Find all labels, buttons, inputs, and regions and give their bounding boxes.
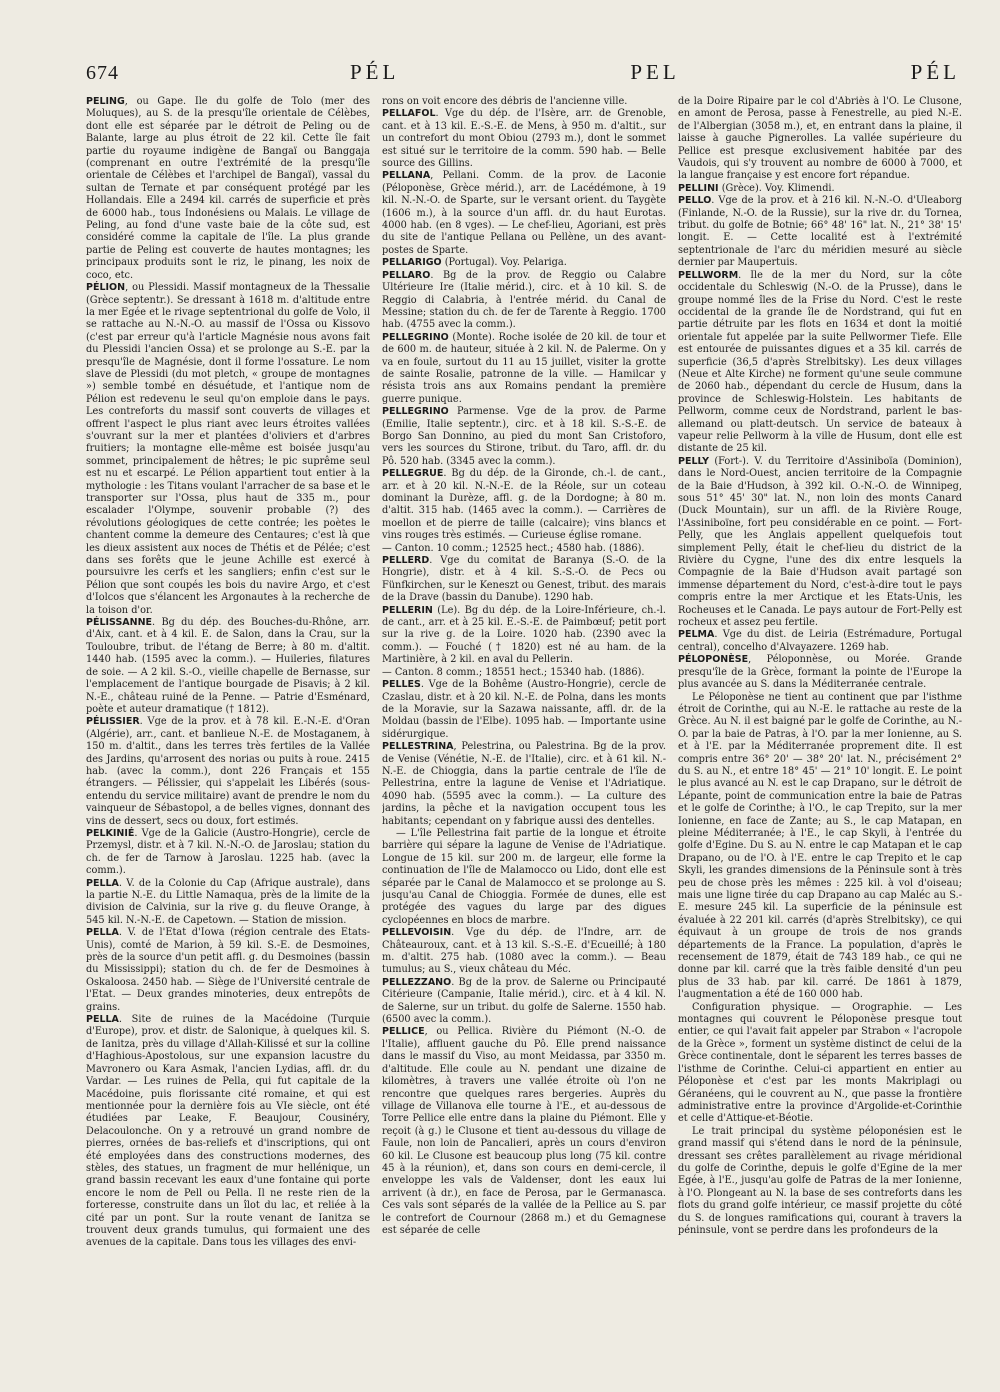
entry-text: . Vge du dép. de l'Isère, arr. de Grenoble, cant. et à 13 kil. E.-S.-E. de Mens, à 950 m. d'altit., sur un contrefort du mont Obiou (2793 m.), dont le sommet est situé sur le territoire de la comm. 590 hab. — Belle source des Gillins.: [382, 108, 666, 170]
column-3: [678, 96, 962, 1386]
entry-text: Parmense. Vge de la prov. de Parme (Emilie, Italie septentr.), circ. et à 18 kil. S.-S.-E. de Borgo San Donnino, au pied du mont San Cristoforo, vers les sources du Stirone, tribut. du Taro, affl. dr. du Pô. 520 hab. (3345 avec la comm.).: [382, 406, 666, 467]
entry-headword: PELLARO: [382, 269, 431, 281]
entry-text: . Bg de la prov. de Reggio ou Calabre Ultérieure Ire (Italie mérid.), circ. et à 10 kil. S. de Reggio di Calabria, à l'entrée mérid. du Canal de Messine; station du ch. de fer de Tarente à Reggio. 1700 hab. (4755 avec la comm.).: [382, 269, 666, 331]
header-word-right: PÉL: [910, 60, 960, 84]
entry-headword: PELLERIN: [382, 604, 433, 616]
dictionary-entry: [382, 170, 666, 257]
entry-text: (Grèce). Voy. Klimendi.: [718, 182, 835, 194]
entry-headword: PELING: [86, 96, 125, 107]
entry-headword: PELLINI: [678, 182, 719, 194]
entry-text: Configuration physique. — Orographie. — Les montagnes qui couvrent le Péloponèse presque tout entier, ce qui l'avait fait appeler par Strabon « l'acropole de la Grèce », forment un système distinct de celui de la Grèce continentale, dont le séparent les terres basses de l'isthme de Corinthe. Celui-ci appartient en entier au Péloponèse et c'est par les monts Makriplagi ou Géranéens, qui le couvrent au N., que passe la frontière administrative entre la province d'Argolide-et-Corinthie et celle d'Attique-et-Béotie.: [678, 1001, 962, 1125]
entry-headword: PELLA: [86, 927, 119, 939]
dictionary-entry: [678, 629, 962, 654]
running-header: [86, 60, 960, 100]
entry-text: . Bg du dép. des Bouches-du-Rhône, arr. d'Aix, cant. et à 4 kil. E. de Salon, dans la Crau, sur la Touloubre, tribut. de l'étang de Berre; à 80 m. d'altit. 1440 hab. (1595 avec la comm.). — Huileries, filatures de soie. — A 2 kil. S.-O., vieille chapelle de Bernasse, sur l'emplacement de l'antique bourgade de Pisavis; à 2 kil. N.-E., château ruiné de la Penne. — Patrie d'Esménard, poète et auteur dramatique († 1812).: [86, 617, 370, 715]
dictionary-entry: [382, 1026, 666, 1237]
dictionary-entry: [678, 183, 962, 195]
entry-text: (Portugal). Voy. Pelariga.: [441, 257, 567, 269]
entry-text: . Ile de la mer du Nord, sur la côte occidentale du Schleswig (N.-O. de la Prusse), dans le groupe nommé îles de la Frise du Nord. C'est le reste occidental de la grande île de Nordstrand, qui fut en partie détruite par les flots en 1634 et dont la moitié orientale fut appelée par la suite Pellwormer Tiefe. Elle est entourée de puissantes digues et a 35 kil. carrés de superficie (36,5 d'après Strelbitsky). Les deux villages (Neue et Alte Kirche) ne forment qu'une seule commune de 2060 hab., dépendant du cercle de Husum, dans la province de Schleswig-Holstein. Les habitants de Pellworm, comme ceux de Nordstrand, parlent le bas-allemand ou platt-deutsch. Un service de bateaux à vapeur relie Pellworm à la ville de Husum, dont elle est distante de 25 kil.: [678, 269, 962, 455]
dictionary-entry: [382, 741, 666, 828]
entry-text: . Vge du dist. de Leiria (Estrémadure, Portugal central), concelho d'Alvayazere. 1269 hab.: [678, 629, 962, 653]
entry-headword: PELLA: [86, 1014, 119, 1026]
entry-text: de la Doire Ripaire par le col d'Abriès à l'O. Le Clusone, en amont de Perosa, passe à Fenestrelle, au pied N.-E. de l'Albergian (3058 m.), et, en entrant dans la plaine, il laisse à gauche Pignerolles. La vallée supérieure du Pellice est presque exclusivement habitée par des Vaudois, qui s'y trouvent au nombre de 6000 à 7000, et la langue française y est encore fort répandue.: [678, 96, 962, 182]
entry-headword: PELLEGRINO: [382, 406, 449, 418]
entry-headword: PÉLOPONÈSE: [678, 654, 749, 666]
dictionary-entry: [86, 716, 370, 828]
entry-text: . V. de l'Etat d'Iowa (région centrale des Etats-Unis), comté de Marion, à 59 kil. S.-E. de Desmoines, près de la source d'un petit affl. g. du Desmoines (bassin du Mississippi); station du ch. de fer de Desmoines à Oskaloosa. 2450 hab. — Siège de l'Université centrale de l'Etat. — Deux grandes minoteries, deux entrepôts de grains.: [86, 927, 370, 1013]
dictionary-entry: [678, 654, 962, 691]
entry-headword: PELLERD: [382, 555, 430, 567]
entry-headword: PELLES: [382, 679, 421, 691]
dictionary-entry: [382, 332, 666, 406]
dictionary-entry: [678, 270, 962, 456]
dictionary-entry: [382, 108, 666, 170]
entry-headword: PELLEVOISIN: [382, 927, 452, 939]
dictionary-entry: [382, 543, 666, 555]
dictionary-entry: [678, 195, 962, 269]
dictionary-entry: [382, 828, 666, 927]
dictionary-entry: [382, 257, 666, 269]
entry-headword: PELLANA: [382, 170, 431, 182]
entry-text: , ou Gape. Ile du golfe de Tolo (mer des Moluques), au S. de la presqu'île orientale de Célèbes, dont elle est séparée par le détroit de Peling ou de Balante, large au plus étroit de 22 kil. Cette île fait partie du royaume indigène de Bangaï ou Banggaja (comprenant en outre l'extrémité de la presqu'île orientale de Célèbes et l'archipel de Bangaï), vassal du sultan de Ternate et par conséquent protégé par les Hollandais. Elle a 2494 kil. carrés de superficie et près de 6000 hab., tous Indonésiens ou Malais. Le village de Peling, au fond d'une vaste baie de la côte sud, est considéré comme la capitale de l'île. La plus grande partie de Peling est couverte de hautes montagnes; les principaux produits sont le riz, le pinang, les noix de coco, etc.: [86, 96, 370, 281]
dictionary-entry: [86, 282, 370, 617]
dictionary-entry: [382, 679, 666, 741]
entry-headword: PELLEGRINO: [382, 331, 449, 343]
header-word-center: PEL: [630, 60, 680, 84]
entry-text: . Vge du comitat de Baranya (S.-O. de la Hongrie), distr. et à 4 kil. S.-S.-O. de Pecs ou Fünfkirchen, sur le Keneszt ou Genest, tribut. des marais de la Drave (bassin du Danube). 1290 hab.: [382, 555, 666, 604]
entry-text: . V. de la Colonie du Cap (Afrique australe), dans la partie N.-E. du Little Namaqua, près de la limite de la division de Calvinia, sur la rive g. du fleuve Orange, à 545 kil. N.-N.-E. de Capetown. — Station de mission.: [86, 877, 370, 926]
entry-headword: PÉLION: [86, 282, 126, 294]
header-word-left: PÉL: [349, 60, 400, 84]
dictionary-entry: [86, 878, 370, 928]
entry-text: , Pelestrina, ou Palestrina. Bg de la prov. de Venise (Vénétie, N.-E. de l'Italie), circ. et à 61 kil. N.-N.-E. de Chioggia, dans la partie centrale de l'île de Pellestrina, entre la lagune de Venise et l'Adriatique. 4090 hab. (5595 avec la comm.). — La culture des jardins, la pêche et la navigation occupent tous les habitants; cependant on y fabrique aussi des dentelles.: [382, 741, 666, 827]
dictionary-entry: [382, 927, 666, 977]
dictionary-entry: [382, 96, 666, 108]
dictionary-entry: [86, 96, 370, 282]
entry-text: , Pellani. Comm. de la prov. de Laconie (Péloponèse, Grèce mérid.), arr. de Lacédémone, à 19 kil. N.-N.-O. de Sparte, sur le versant orient. du Taygète (1606 m.), à la source d'un affl. dr. du haut Eurotas. 4000 hab. (en 8 vges). — Le chef-lieu, Agoriani, est près du site de l'antique Pellana ou Pellène, un des avant-postes de Sparte.: [382, 170, 666, 256]
entry-headword: PELLWORM: [678, 269, 739, 281]
entry-text: . Vge de la Galicie (Austro-Hongrie), cercle de Przemysl, distr. et à 7 kil. N.-N.-O. de Jaroslau; station du ch. de fer de Tarnow à Jaroslau. 1225 hab. (avec la comm.).: [86, 827, 370, 877]
entry-headword: PÉLISSANNE: [86, 617, 153, 629]
entry-headword: PELLAFOL: [382, 108, 436, 120]
entry-text: — L'île Pellestrina fait partie de la longue et étroite barrière qui sépare la lagune de Venise de l'Adriatique. Longue de 15 kil. sur 200 m. de largeur, elle forme la continuation de l'île de Malamocco ou Lido, dont elle est séparée par le Canal de Malamocco et se prolonge au S. jusqu'au Canal de Chioggia. Formée de dunes, elle est protégée des vagues du large par des digues cyclopéennes en blocs de marbre.: [382, 827, 666, 926]
dictionary-entry: [678, 456, 962, 630]
dictionary-entry: [382, 667, 666, 679]
entry-headword: PELLEZZANO: [382, 976, 452, 988]
entry-text: . Vge de la prov. et à 78 kil. E.-N.-E. d'Oran (Algérie), arr., cant. et banlieue N.-E. de Mostaganem, à 150 m. d'altit., dans les terres très fertiles de la Vallée des Jardins, qu'arrosent des norias ou puits à roue. 2415 hab. (avec la comm.), dont 226 Français et 155 étrangers. — Pélissier, qui s'appelait les Libérés (sous-entendu du service militaire) avant de prendre le nom du vainqueur de Sébastopol, a de belles vignes, donnant des vins de dessert, secs ou doux, fort estimés.: [86, 716, 370, 827]
entry-text: . Vge de la Bohême (Austro-Hongrie), cercle de Czaslau, distr. et à 20 kil. N.-E. de Polna, dans les monts de la Moravie, sur la Sazawa naissante, affl. dr. de la Moldau (bassin de l'Elbe). 1095 hab. — Importante usine sidérurgique.: [382, 679, 666, 740]
dictionary-entry: [678, 1002, 962, 1126]
entry-text: (Monte). Roche isolée de 20 kil. de tour et de 600 m. de hauteur, située à 2 kil. N. de Palerme. On y va en foule, surtout du 11 au 15 juillet, visiter la grotte de sainte Rosalie, patronne de la ville. — Hamilcar y résista trois ans aux Romains pendant la première guerre punique.: [382, 331, 666, 405]
entry-text: , ou Pellica. Rivière du Piémont (N.-O. de l'Italie), affluent gauche du Pô. Elle prend naissance dans le massif du Viso, au mont Meidassa, par 3350 m. d'altitude. Elle coule au N. pendant une dizaine de kilomètres, à travers une vallée étroite où l'on ne rencontre que quelques rares bergeries. Auprès du village de Villanova elle tourne à l'E., et au-dessous de Torre Pellice elle entre dans la plaine du Piémont. Elle y reçoit (à g.) le Clusone et tient au-dessous du village de Faule, non loin de Pancalieri, après un cours d'environ 60 kil. Le Clusone est beaucoup plus long (75 kil. contre 45 à la réunion), et, dans son cours en demi-cercle, il enveloppe les vals de Valdenser, dont les eaux lui arrivent (à dr.), en face de Perosa, par le Germanasca. Ces vals sont séparés de la vallée de la Pellice au S. par le contrefort de Cournour (2868 m.) et du Gemagnese est séparée de celle: [382, 1026, 666, 1236]
entry-headword: PELLESTRINA: [382, 741, 454, 753]
entry-text: Le Péloponèse ne tient au continent que par l'isthme étroit de Corinthe, qui au N.-E. le rattache au reste de la Grèce. Au N. il est baigné par le golfe de Corinthe, au N.-O. par la baie de Patras, à l'O. par la mer Ionienne, au S. et à l'E. par la Méditerranée proprement dite. Il est compris entre 36° 20' — 38° 20' lat. N., précisément 2° du S. au N., et entre 18° 45' — 21° 10' longit. E. Le point le plus avancé au N. est le cap Drapano, sur le détroit de Lépante, point de communication entre la baie de Patras et le golfe de Corinthe; à l'O., le cap Trepito, sur la mer Ionienne, en face de Zante; au S., le cap Matapan, en pleine Méditerranée; à l'E., le cap Skyli, à l'entrée du golfe d'Egine. Du S. au N. entre le cap Matapan et le cap Drapano, ou de l'O. à l'E. entre le cap Trepito et le cap Skyli, les grandes dimensions de la Péninsule sont à très peu de chose près les mêmes : 225 kil. à vol d'oiseau; mais une ligne tirée du cap Drapano au cap Maléc au S.-E. mesure 245 kil. La superficie de la péninsule est évaluée à 22 201 kil. carrés (d'après Strelbitsky), ce qui équivaut à un groupe de trois de nos grands départements de la France. La population, d'après le recensement de 1879, était de 743 189 hab., ce qui ne donne par kil. carré que la très faible densité d'un peu plus de 33 hab. par kil. carré. De 1861 à 1879, l'augmentation a été de 160 000 hab.: [678, 691, 962, 1001]
dictionary-entry: [86, 927, 370, 1014]
entry-text: . Bg de la prov. de Salerne ou Principauté Citérieure (Campanie, Italie mérid.), circ. et à 4 kil. N. de Salerne, sur un tribut. du golfe de Salerne. 1550 hab. (6500 avec la comm.).: [382, 976, 666, 1026]
entry-headword: PELLEGRUE: [382, 468, 444, 480]
entry-headword: PELLARIGO: [382, 257, 442, 269]
dictionary-entry: [382, 977, 666, 1027]
dictionary-entry: [382, 406, 666, 468]
entry-text: . Vge de la prov. et à 216 kil. N.-N.-O. d'Uleaborg (Finlande, N.-O. de la Russie), sur la rive dr. du Tornea, tribut. du golfe de Botnie; 66° 48' 16" lat. N., 21° 38' 15' longit. E. — Cette localité est à l'extrémité septentrionale de l'arc du méridien mesuré au siècle dernier par Maupertuis.: [678, 195, 962, 269]
page-number: 674: [86, 62, 119, 84]
entry-text: , Péloponnèse, ou Morée. Grande presqu'île de la Grèce, formant la pointe de l'Europe la plus avancée au S. dans la Méditerranée centrale.: [678, 654, 962, 691]
entry-text: rons on voit encore des débris de l'ancienne ville.: [382, 96, 628, 107]
entry-text: , ou Plessidi. Massif montagneux de la Thessalie (Grèce septentr.). Se dressant à 1618 m. d'altitude entre la mer Egée et le rivage septentrional du golfe de Volo, il se rattache au N.-N.-O. au massif de l'Ossa ou Kissovo (c'est par erreur qu'à l'article Magnésie nous avons fait du Plessidi l'ancien Ossa) et se prolonge au S.-E. par la presqu'île de Magnésie, dont il forme l'ossature. Le nom slave de Plessidi (du mot pletch, « groupe de montagnes ») semble tombé en désuétude, et l'antique nom de Pélion est redevenu le seul qu'on emploie dans le pays. Les contreforts du massif sont couverts de villages et offrent l'aspect le plus riant avec leurs étroites vallées s'ouvrant sur la mer et plantées d'oliviers et d'arbres fruitiers; la montagne elle-même est boisée jusqu'au sommet, principalement de hêtres; le pic suprême seul est nu et escarpé. Le Pélion appartient tout entier à la mythologie : les Titans voulant l'arracher de sa base et le transporter sur l'Ossa, plus haut de 335 m., pour escalader l'Olympe, souvenir probable (?) des révolutions géologiques de cette contrée; les poètes le chantent comme la demeure des Centaures; c'est là que les dieux assistent aux noces de Thétis et de Pélée; c'est dans ses forêts que le jeune Achille est exercé à poursuivre les cerfs et les sangliers; enfin c'est sur le Pélion que sont coupés les bois du navire Argo, et c'est d'Iolcos que s'élancent les Argonautes à la recherche de la toison d'or.: [86, 282, 370, 616]
dictionary-entry: [382, 555, 666, 605]
entry-text: (Fort-). V. du Territoire d'Assiniboïa (Dominion), dans le Nord-Ouest, ancien territoire de la Compagnie de la Baie d'Hudson, à 392 kil. O.-N.-O. de Winnipeg, sous 51° 45' 30" lat. N., non loin des monts Canard (Duck Mountain), sur un affl. de la Rivière Rouge, l'Assiniboïne, fort peu considérable en ce point. — Fort-Pelly, que les Anglais appellent quelquefois tout simplement Pelly, était le chef-lieu du district de la Rivière du Cygne, l'une des dix entre lesquels la Compagnie de la Baie d'Hudson avait partagé son immense département du Nord, c'est-à-dire tout le pays compris entre la mer Arctique et les Etats-Unis, les Rocheuses et le Canada. Le pays autour de Fort-Pelly est rocheux et assez peu fertile.: [678, 455, 962, 629]
column-2: [382, 96, 666, 1386]
entry-headword: PELLO: [678, 195, 712, 207]
entry-headword: PELLA: [86, 877, 119, 889]
entry-text: . Vge du dép. de l'Indre, arr. de Châteauroux, cant. et à 13 kil. S.-S.-E. d'Ecueillé; à 180 m. d'altit. 275 hab. (1080 avec la comm.). — Beau tumulus; au S., vieux château du Méc.: [382, 927, 666, 976]
text-columns: [86, 96, 962, 1386]
dictionary-entry: [678, 692, 962, 1002]
entry-headword: PELLY: [678, 455, 709, 467]
entry-headword: PELMA: [678, 629, 715, 641]
dictionary-entry: [678, 1126, 962, 1238]
dictionary-entry: [86, 828, 370, 878]
entry-text: . Bg du dép. de la Gironde, ch.-l. de cant., arr. et à 20 kil. N.-N.-E. de la Réole, sur un coteau dominant la Durèze, affl. g. de la Dordogne; à 80 m. d'altit. 315 hab. (1465 avec la comm.). — Carrières de moellon et de pierre de taille (calcaire); vins blancs et vins rouges très estimés. — Curieuse église romane.: [382, 468, 666, 542]
dictionary-entry: [382, 468, 666, 542]
entry-headword: PELLICE: [382, 1026, 425, 1038]
entry-text: Le trait principal du système péloponésien est le grand massif qui s'étend dans le nord de la péninsule, dressant ses crêtes parallèlement au rivage méridional du golfe de Corinthe, depuis le golfe d'Egine de la mer Egée, à l'E., jusqu'au golfe de Patras de la mer Ionienne, à l'O. Plongeant au N. la base de ses contreforts dans les flots du grand golfe intérieur, ce massif projette du côté du S. de longues ramifications qui, courant à travers la péninsule, vont se perdre dans les profondeurs de la: [678, 1125, 962, 1236]
entry-text: — Canton. 8 comm.; 18551 hect.; 15340 hab. (1886).: [382, 666, 645, 678]
entry-headword: PELKINIÉ: [86, 827, 135, 839]
entry-text: (Le). Bg du dép. de la Loire-Inférieure, ch.-l. de cant., arr. et à 25 kil. E.-S.-E. de Paimbœuf; petit port sur la rive g. de la Loire. 1020 hab. (2390 avec la comm.). — Fouché († 1820) est né au ham. de la Martinière, à 2 kil. en aval du Pellerin.: [382, 604, 666, 666]
entry-text: — Canton. 10 comm.; 12525 hect.; 4580 hab. (1886).: [382, 542, 645, 554]
dictionary-entry: [382, 270, 666, 332]
dictionary-entry: [86, 617, 370, 716]
entry-headword: PÉLISSIER: [86, 716, 140, 728]
dictionary-entry: [678, 96, 962, 183]
dictionary-entry: [382, 605, 666, 667]
column-1: [86, 96, 370, 1386]
entry-text: . Site de ruines de la Macédoine (Turquie d'Europe), prov. et distr. de Salonique, à quelques kil. S. de Ianitza, près du village d'Allah-Kilissé et sur la colline d'Haghious-Apostolous, sur une expansion lacustre du Mavronero ou Kara Asmak, l'ancien Lydias, affl. dr. du Vardar. — Les ruines de Pella, qui fut capitale de la Macédoine, puis florissante cité romaine, et qui est mentionnée pour la dernière fois au VIe siècle, ont été étudiées par Leake, F. Beaujour, Cousinéry, Delacoulonche. On y a retrouvé un grand nombre de pierres, ornées de bas-reliefs et d'inscriptions, qui ont été employées dans des constructions modernes, des stèles, des statues, un fragment de mur hellénique, un grand bassin recevant les eaux d'une fontaine qui porte encore le nom de Pell ou Pella. Il ne reste rien de la forteresse, construite dans un îlot du lac, et reliée à la cité par un pont. Sur la route venant de Ianitza se trouvent deux grands tumulus, qui formaient une des avenues de la capitale. Dans tous les villages des envi-: [86, 1014, 370, 1249]
dictionary-entry: [86, 1014, 370, 1250]
